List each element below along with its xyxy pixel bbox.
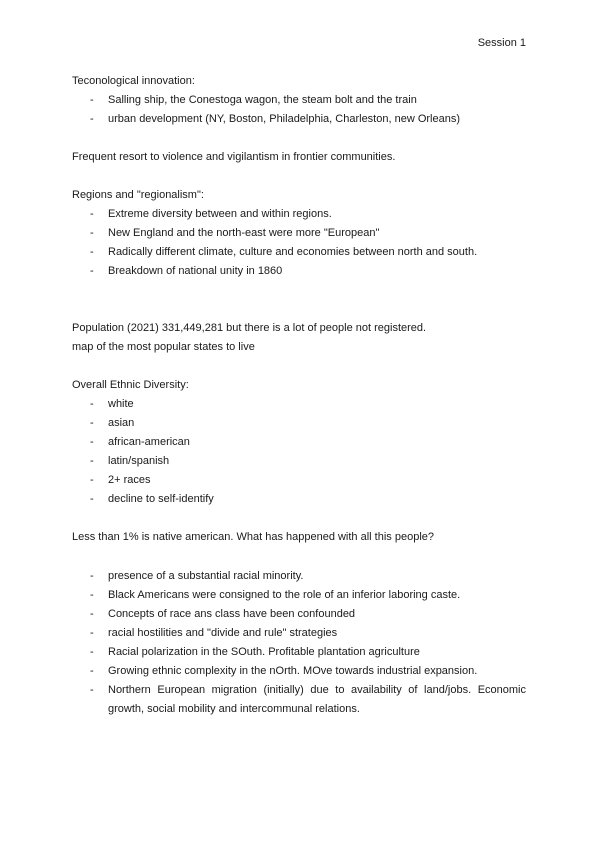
ethnic-list [72,395,526,509]
dash-bullet: - [90,417,94,429]
dash-bullet: - [90,684,94,696]
dash-bullet: - [90,665,94,677]
list-item: - presence of a substantial racial minority. [72,567,526,586]
list-item: - racial hostilities and "divide and rule" strategies [72,624,526,643]
list-item: - Black Americans were consigned to the role of an inferior laboring caste. [72,586,526,605]
list-item: - 2+ races [72,471,526,490]
list-item: - Breakdown of national unity in 1860 [72,262,526,281]
list-item: - white [72,395,526,414]
list-item: - asian [72,414,526,433]
list-item: - decline to self-identify [72,490,526,509]
dash-bullet: - [90,646,94,658]
native-question: Less than 1% is native american. What has happened with all this people? [72,531,434,543]
list-item: - Salling ship, the Conestoga wagon, the steam bolt and the train [72,91,526,110]
dash-bullet: - [90,265,94,277]
violence-paragraph: Frequent resort to violence and vigilantism in frontier communities. [72,151,396,163]
dash-bullet: - [90,94,94,106]
session-header: Session 1 [477,37,526,49]
dash-bullet: - [90,455,94,467]
document-body [72,72,526,719]
population-line: Population (2021) 331,449,281 but there is a lot of people not registered. [72,322,427,334]
dash-bullet: - [90,589,94,601]
list-item: - Racial polarization in the SOuth. Profitable plantation agriculture [72,643,526,662]
dash-bullet: - [90,398,94,410]
list-item: - Extreme diversity between and within regions. [72,205,526,224]
dash-bullet: - [90,493,94,505]
dash-bullet: - [90,570,94,582]
dash-bullet: - [90,608,94,620]
list-item: - Northern European migration (initially) due to availability of land/jobs. Economic growth, social mobility and intercommunal relations. [72,681,526,719]
map-note: map of the most popular states to live [72,341,255,353]
list-item: - urban development (NY, Boston, Philadelphia, Charleston, new Orleans) [72,110,526,129]
ethnic-title: Overall Ethnic Diversity: [72,379,189,391]
regions-title: Regions and "regionalism": [72,189,204,201]
list-item: - Concepts of race ans class have been confounded [72,605,526,624]
list-item: - Radically different climate, culture and economies between north and south. [72,243,526,262]
dash-bullet: - [90,436,94,448]
dash-bullet: - [90,227,94,239]
list-item: - latin/spanish [72,452,526,471]
regions-list [72,205,526,281]
dash-bullet: - [90,474,94,486]
dash-bullet: - [90,627,94,639]
dash-bullet: - [90,113,94,125]
dash-bullet: - [90,208,94,220]
dash-bullet: - [90,246,94,258]
tech-title: Teconological innovation: [72,75,195,87]
racial-list [72,567,526,719]
list-item: - New England and the north-east were more "European" [72,224,526,243]
list-item: - Growing ethnic complexity in the nOrth. MOve towards industrial expansion. [72,662,526,681]
list-item: - african-american [72,433,526,452]
tech-list [72,91,526,129]
